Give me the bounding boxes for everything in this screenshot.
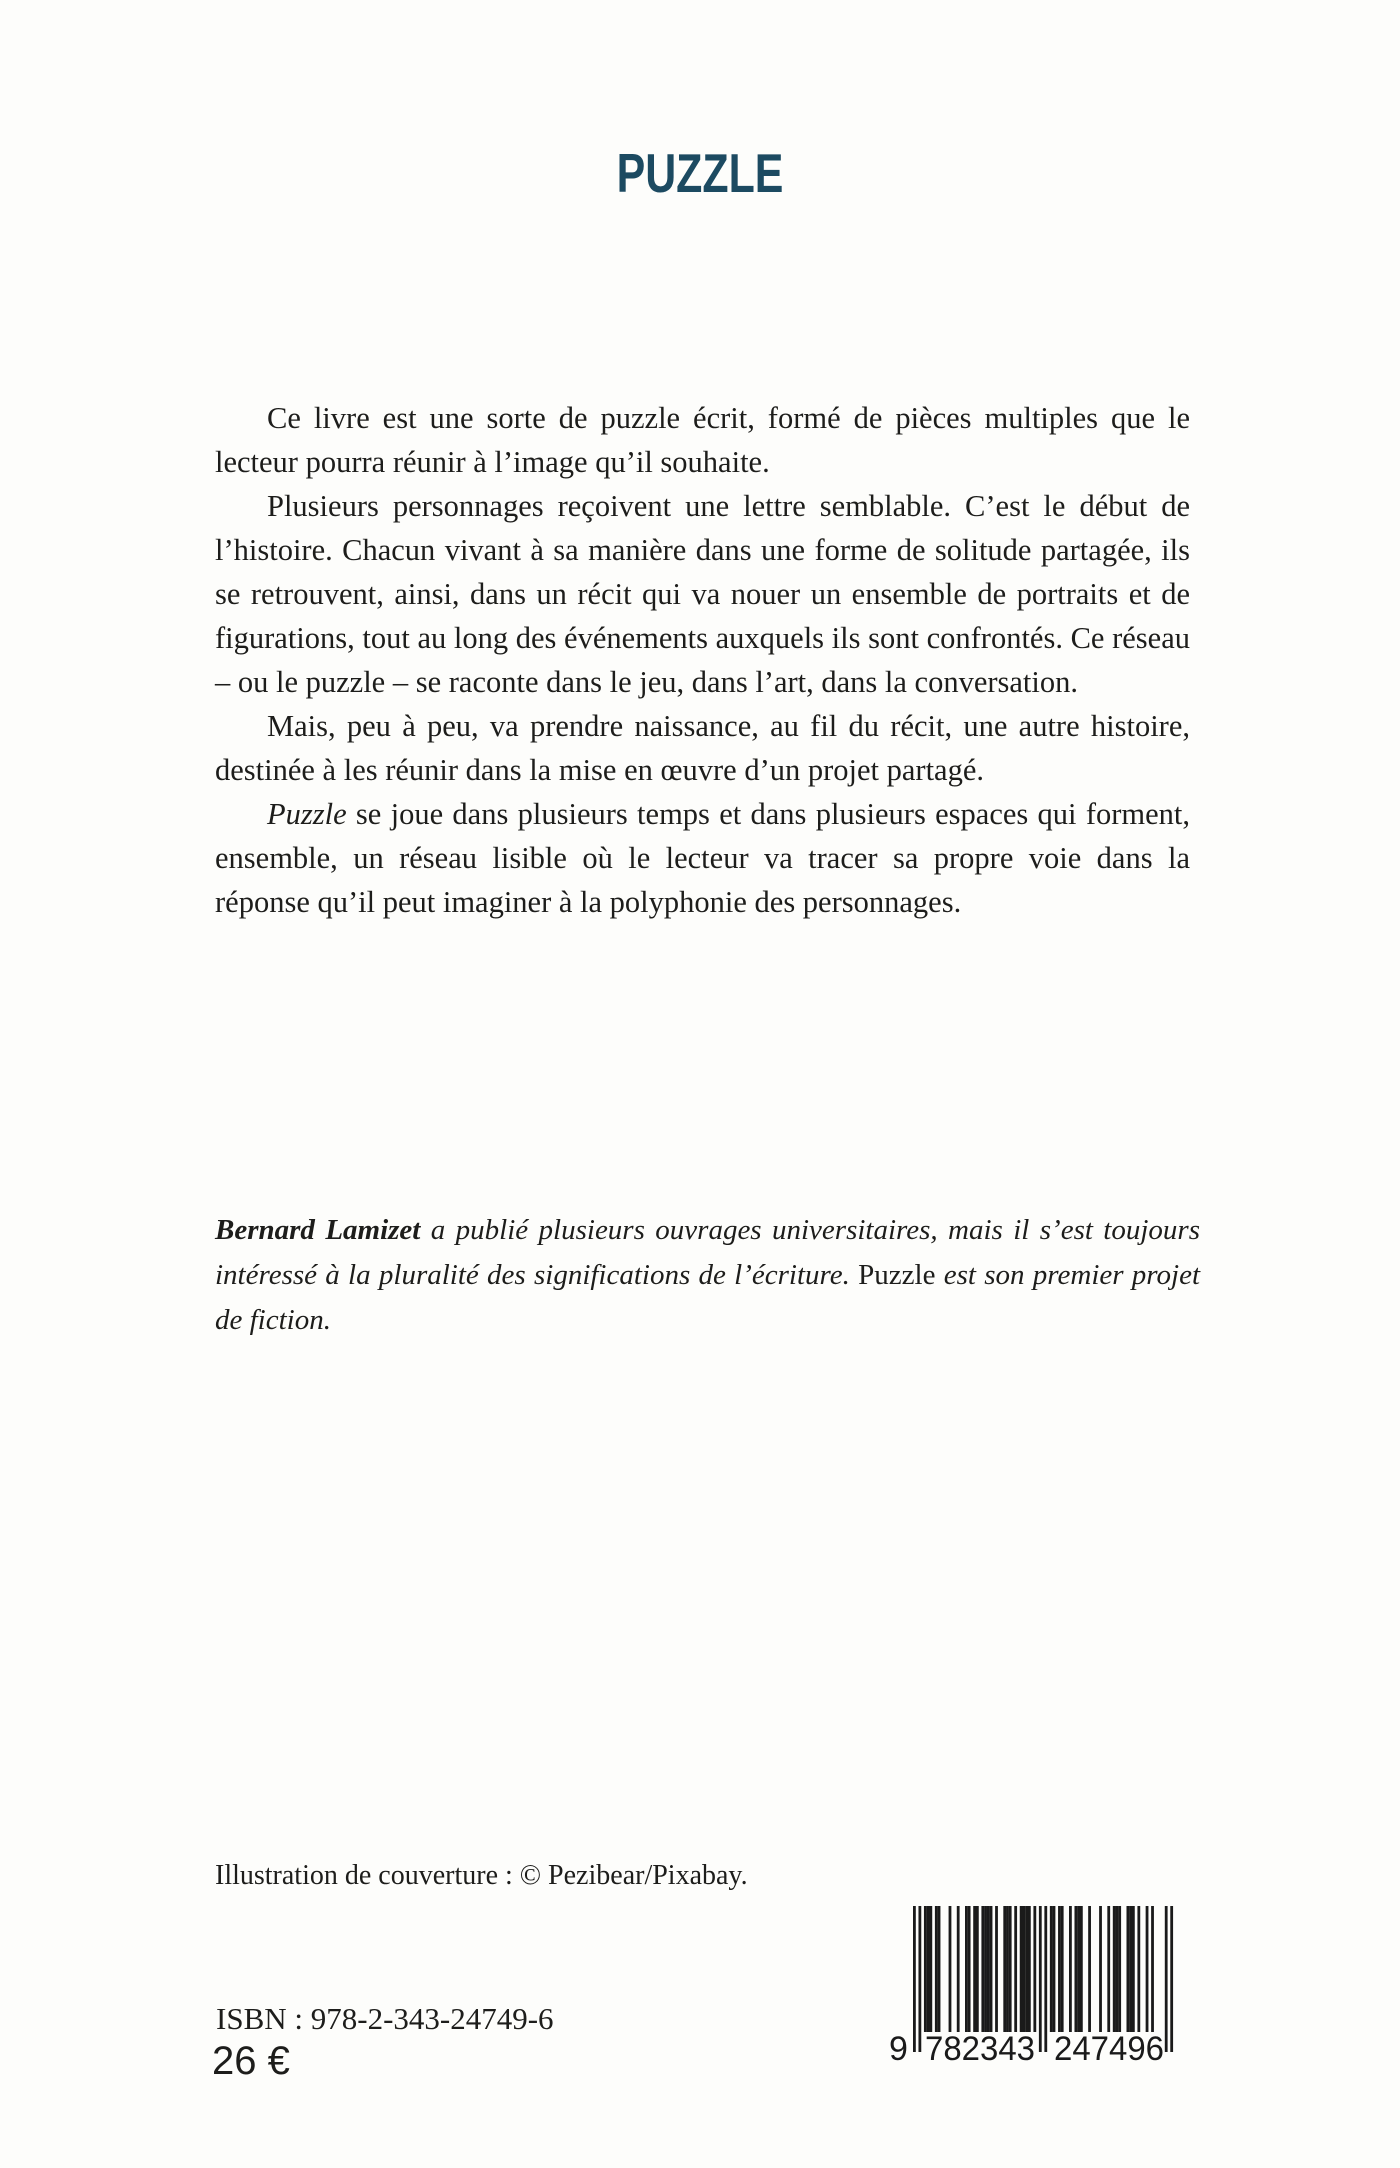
blurb-paragraph: Mais, peu à peu, va prendre naissance, au fil du récit, une autre histoire, destinée à les réunir dans la mise en œuvre d’un projet partagé. (215, 709, 1190, 787)
book-title: PUZZLE (616, 142, 784, 204)
blurb-paragraph: Ce livre est une sorte de puzzle écrit, formé de pièces multiples que le lecteur pourra réunir à l’image qu’il souhaite. (215, 401, 1190, 479)
bio-text: a publié plusieurs ouvrages universitaires, mais il s’est toujours intéressé à la pluralité des significations de l’écriture. (215, 1214, 1200, 1291)
price: 26 € (212, 2039, 290, 2083)
blurb (215, 396, 1190, 924)
blurb-paragraph: Plusieurs personnages reçoivent une lettre semblable. C’est le début de l’histoire. Chacun vivant à sa manière dans une forme de solitude partagée, ils se retrouvent, ainsi, dans un récit qui va nouer un ensemble de portraits et de figurations, tout au long des événements auxquels ils sont confrontés. Ce réseau – ou le puzzle – se raconte dans le jeu, dans l’art, dans la conversation. (215, 489, 1190, 699)
book-title-inline: Puzzle (858, 1259, 936, 1291)
author-name: Bernard Lamizet (215, 1214, 421, 1246)
barcode-digits-left: 782343 (925, 2030, 1035, 2066)
bio-text: est son premier projet de fiction. (215, 1259, 1200, 1336)
isbn-line: ISBN : 978-2-343-24749-6 (216, 2001, 554, 2036)
barcode-digits-right: 247496 (1054, 2030, 1164, 2066)
barcode-digit-lead: 9 (889, 2030, 908, 2066)
blurb-paragraph-text: se joue dans plusieurs temps et dans plusieurs espaces qui forment, ensemble, un réseau lisible où le lecteur va tracer sa propre voie dans la réponse qu’il peut imaginer à la polyphonie des personnages. (215, 797, 1190, 919)
blurb-paragraph (215, 792, 1190, 924)
book-title-inline: Puzzle (267, 797, 347, 831)
cover-illustration-credit: Illustration de couverture : © Pezibear/Pixabay. (215, 1860, 748, 1891)
author-bio (215, 1208, 1200, 1343)
barcode (887, 1906, 1187, 2066)
